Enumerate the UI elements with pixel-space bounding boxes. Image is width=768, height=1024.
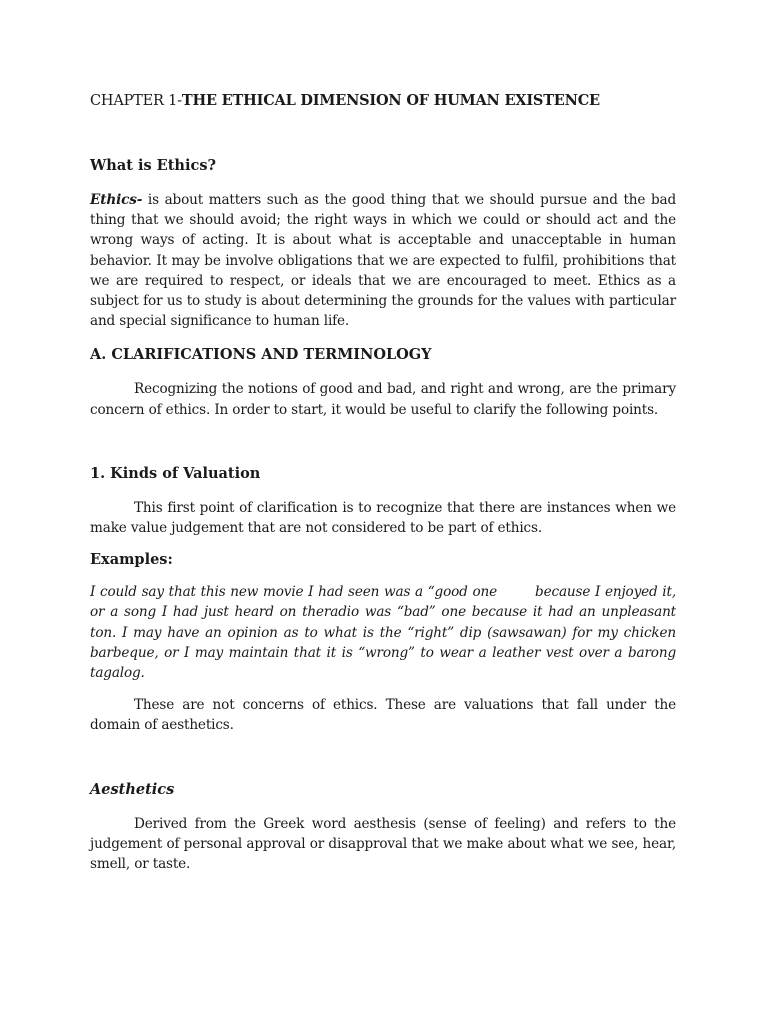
section-heading-what-is-ethics: What is Ethics? (90, 157, 216, 174)
section-heading-clarifications: A. CLARIFICATIONS AND TERMINOLOGY (90, 346, 432, 364)
kinds-of-valuation-paragraph: This first point of clarification is to recognize that there are instances when we make value judgement that are not considered to be part of ethics. (90, 499, 676, 537)
ethics-definition-paragraph (90, 190, 676, 331)
document-page (90, 90, 681, 874)
clarifications-paragraph: Recognizing the notions of good and bad, and right and wrong, are the primary concern of ethics. In order to start, it would be useful to clarify the following points. (90, 381, 676, 418)
ethics-term: Ethics- (90, 192, 143, 208)
section-heading-kinds-of-valuation: 1. Kinds of Valuation (90, 464, 261, 482)
examples-label: Examples: (90, 551, 173, 569)
section-heading-aesthetics: Aesthetics (90, 780, 175, 798)
examples-paragraph: I could say that this new movie I had seen was a “good one because I enjoyed it, or a song I had just heard on theradio was “bad” one because it had an unpleasant ton. I may have an opinion as to what is the “right” dip (sawsawan) for my chicken barbeque, or I may maintain that it is “wrong” to wear a leather vest over a barong tagalog. (90, 584, 681, 682)
ethics-definition-text: is about matters such as the good thing that we should pursue and the bad thing that we should avoid; the right ways in which we could or should act and the wrong ways of acting. It is about what is acceptable and unacceptable in human behavior. It may be involve obligations that we are expected to fulfil, prohibitions that we are required to respect, or ideals that we are encouraged to meet. Ethics as a subject for us to study is about determining the grounds for the values with particular and special significance to human life. (90, 192, 676, 330)
chapter-title (90, 90, 676, 112)
chapter-heading: THE ETHICAL DIMENSION OF HUMAN EXISTENCE (181, 92, 600, 109)
aesthetics-definition-paragraph: Derived from the Greek word aesthesis (sense of feeling) and refers to the judgement of personal approval or disapproval that we make about what we see, hear, smell, or taste. (90, 815, 676, 873)
aesthetics-valuation-paragraph: These are not concerns of ethics. These are valuations that fall under the domain of aesthetics. (90, 697, 676, 734)
chapter-prefix: CHAPTER 1- (90, 93, 182, 109)
